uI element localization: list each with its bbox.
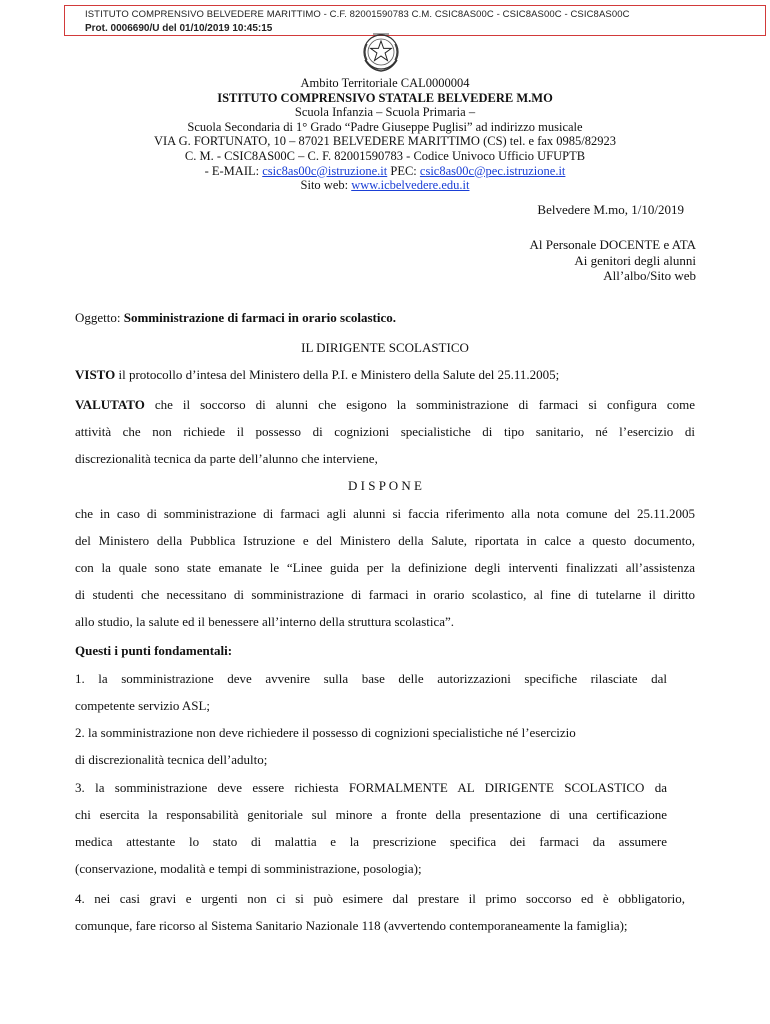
dispone-line: allo studio, la salute ed il benessere all’interno della struttura scolastica”. [75, 614, 455, 629]
email-prefix: - E-MAIL: [204, 163, 263, 178]
italian-republic-emblem-icon [359, 30, 403, 74]
email-link[interactable]: csic8as00c@istruzione.it [262, 163, 388, 178]
codes-line: C. M. - CSIC8AS00C – C. F. 82001590783 - Codice Univoco Ufficio UFUPTB [184, 148, 586, 163]
dispone-line: del Ministero della Pubblica Istruzione e del Ministero della Salute, riportata in calce a questo documento, [75, 533, 695, 548]
stamp-school-codes: ISTITUTO COMPRENSIVO BELVEDERE MARITTIMO - C.F. 82001590783 C.M. CSIC8AS00C - CSIC8AS00C - CSIC8AS00C [85, 9, 630, 20]
recipients-block [530, 237, 697, 284]
authority-title: IL DIRIGENTE SCOLASTICO [301, 340, 469, 355]
website-link[interactable]: www.icbelvedere.edu.it [351, 178, 470, 193]
website-line [0, 178, 770, 193]
dispone-line: con la quale sono state emanate le “Linee guida per la definizione degli interventi finalizzati all’assistenza [75, 560, 695, 575]
point-2: 2. la somministrazione non deve richiedere il possesso di cognizioni specialistiche né l’esercizio di discrezionalità tecnica dell’adulto; [75, 725, 576, 767]
recipient: Al Personale DOCENTE e ATA [529, 237, 696, 252]
stamp-protocol-number: Prot. 0006690/U del 01/10/2019 10:45:15 [85, 23, 273, 34]
protocol-stamp [64, 5, 766, 36]
date-place: Belvedere M.mo, 1/10/2019 [537, 202, 684, 217]
letterhead [0, 76, 770, 193]
dispone-paragraph [75, 500, 695, 635]
schools-line-2: Scuola Secondaria di 1° Grado “Padre Giuseppe Puglisi” ad indirizzo musicale [187, 119, 583, 134]
website-prefix: Sito web: [300, 178, 352, 193]
schools-line-1: Scuola Infanzia – Scuola Primaria – [294, 105, 476, 120]
dispone-heading: D I S P O N E [348, 478, 422, 493]
subject-line [75, 310, 396, 326]
pec-prefix: PEC: [387, 163, 420, 178]
dispone-line: che in caso di somministrazione di farmaci agli alunni si faccia riferimento alla nota comune del 25.11.2005 [75, 506, 695, 521]
email-line [0, 164, 770, 179]
point-3: 3. la somministrazione deve essere richiesta FORMALMENTE AL DIRIGENTE SCOLASTICO da chi esercita la responsabilità genitoriale sul minore a fronte della presentazione di una certificazione medica attestante lo stato di malattia e la prescrizione specifica dei farmaci da assumere (conservazione, modalità e tempi di somministrazione, posologia); [75, 780, 667, 876]
valutato-line: VALUTATO che il soccorso di alunni che esigono la somministrazione di farmaci si configura come [75, 397, 695, 412]
visto-paragraph [75, 367, 559, 383]
points-title: Questi i punti fondamentali: [75, 643, 233, 658]
dispone-line: di studenti che necessitano di somministrazione di farmaci in orario scolastico, al fine di tutelarne il diritto [75, 587, 695, 602]
subject-text: Somministrazione di farmaci in orario scolastico. [123, 310, 396, 325]
point-4: 4. nei casi gravi e urgenti non ci si può esimere dal prestare il primo soccorso ed è obbligatorio, comunque, fare ricorso al Sistema Sanitario Nazionale 118 (avvertendo contemporaneamente la famiglia); [75, 891, 685, 933]
valutato-line: attività che non richiede il possesso di cognizioni specialistiche di tipo sanitario, né l’esercizio di [75, 424, 695, 439]
visto-text: il protocollo d’intesa del Ministero della P.I. e Ministero della Salute del 25.11.2005; [115, 367, 560, 382]
valutato-paragraph [75, 391, 695, 472]
ambito-line: Ambito Territoriale CAL0000004 [300, 76, 470, 90]
pec-link[interactable]: csic8as00c@pec.istruzione.it [419, 163, 566, 178]
point-1: 1. la somministrazione deve avvenire sulla base delle autorizzazioni specifiche rilasciate dal competente servizio ASL; [75, 671, 667, 713]
valutato-line: discrezionalità tecnica da parte dell’alunno che interviene, [75, 451, 378, 466]
recipient: All’albo/Sito web [603, 268, 696, 283]
valutato-keyword: VALUTATO [75, 397, 145, 412]
subject-label: Oggetto: [75, 310, 124, 325]
recipient: Ai genitori degli alunni [574, 252, 696, 268]
address-line: VIA G. FORTUNATO, 10 – 87021 BELVEDERE MARITTIMO (CS) tel. e fax 0985/82923 [153, 134, 617, 149]
school-name: ISTITUTO COMPRENSIVO STATALE BELVEDERE M.MO [217, 90, 553, 105]
visto-keyword: VISTO [75, 367, 116, 382]
